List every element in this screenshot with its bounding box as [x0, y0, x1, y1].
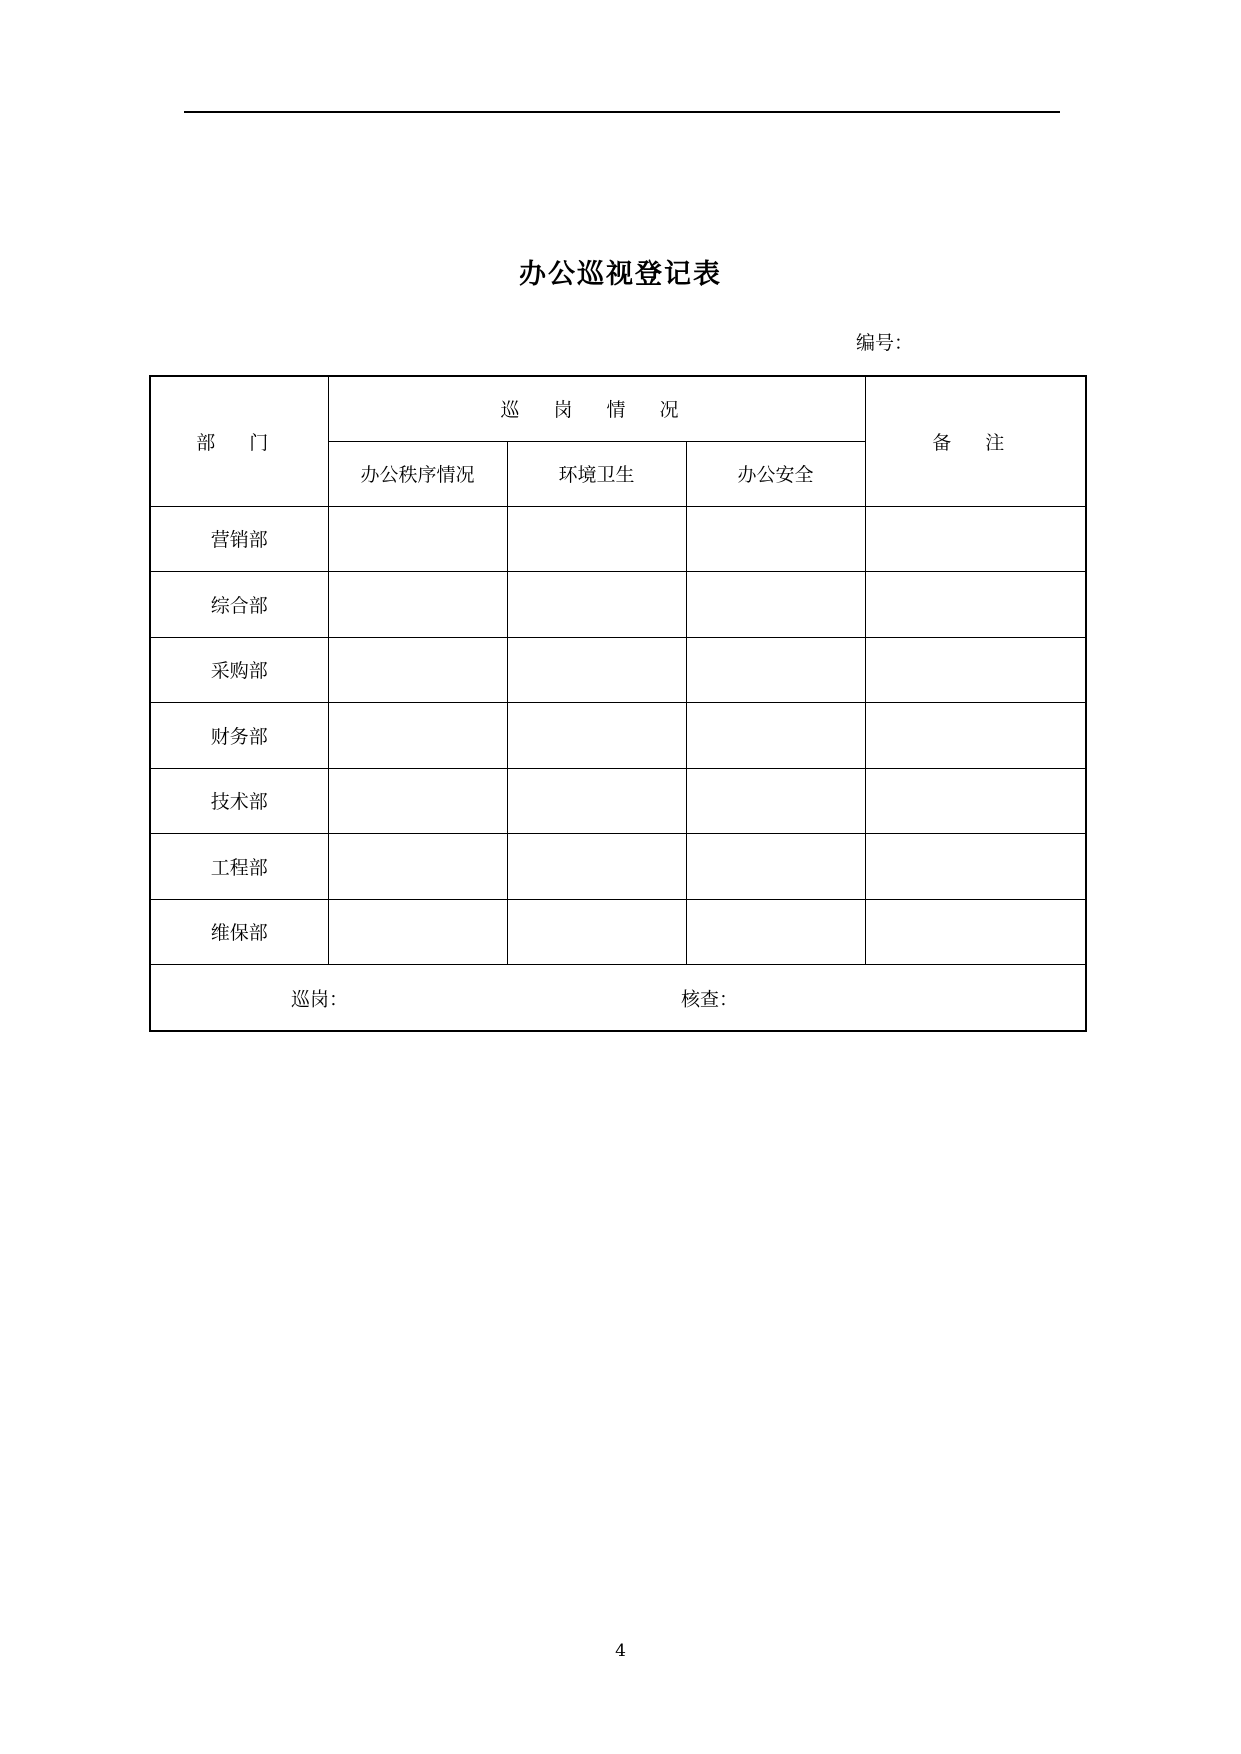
office-order-cell[interactable] [328, 768, 507, 834]
document-title: 办公巡视登记表 [519, 259, 722, 290]
office-order-cell[interactable] [328, 834, 507, 900]
patrol-record-table [149, 375, 1087, 1032]
table-header-row [150, 376, 1086, 441]
office-order-cell[interactable] [328, 572, 507, 638]
environment-hygiene-cell[interactable] [507, 834, 686, 900]
department-name: 综合部 [150, 572, 328, 638]
department-name: 营销部 [150, 506, 328, 572]
office-safety-cell[interactable] [686, 506, 865, 572]
table-row [150, 506, 1086, 572]
environment-hygiene-cell[interactable] [507, 899, 686, 965]
department-name: 工程部 [150, 834, 328, 900]
page-number: 4 [615, 1641, 626, 1661]
department-name: 维保部 [150, 899, 328, 965]
office-order-cell[interactable] [328, 637, 507, 703]
signature-cell [150, 965, 1086, 1032]
table-row [150, 768, 1086, 834]
office-order-header: 办公秩序情况 [328, 441, 507, 506]
table-row [150, 637, 1086, 703]
table-row [150, 703, 1086, 769]
patrol-signature-label: 巡岗： [291, 988, 349, 1010]
office-order-cell[interactable] [328, 506, 507, 572]
environment-hygiene-cell[interactable] [507, 637, 686, 703]
table-row [150, 834, 1086, 900]
department-header: 部 门 [150, 376, 328, 506]
signature-row [150, 965, 1086, 1032]
remarks-cell[interactable] [865, 637, 1086, 703]
office-safety-cell[interactable] [686, 637, 865, 703]
department-name: 财务部 [150, 703, 328, 769]
environment-hygiene-header: 环境卫生 [507, 441, 686, 506]
check-signature-label: 核查： [681, 988, 739, 1010]
office-safety-header: 办公安全 [686, 441, 865, 506]
environment-hygiene-cell[interactable] [507, 572, 686, 638]
office-safety-cell[interactable] [686, 834, 865, 900]
remarks-cell[interactable] [865, 506, 1086, 572]
table-row [150, 572, 1086, 638]
environment-hygiene-cell[interactable] [507, 703, 686, 769]
remarks-cell[interactable] [865, 703, 1086, 769]
department-name: 采购部 [150, 637, 328, 703]
office-safety-cell[interactable] [686, 572, 865, 638]
remarks-header: 备 注 [865, 376, 1086, 506]
table-row [150, 899, 1086, 965]
office-safety-cell[interactable] [686, 703, 865, 769]
environment-hygiene-cell[interactable] [507, 506, 686, 572]
serial-number-label: 编号： [856, 332, 914, 354]
remarks-cell[interactable] [865, 768, 1086, 834]
department-name: 技术部 [150, 768, 328, 834]
office-order-cell[interactable] [328, 899, 507, 965]
remarks-cell[interactable] [865, 572, 1086, 638]
office-safety-cell[interactable] [686, 768, 865, 834]
remarks-cell[interactable] [865, 899, 1086, 965]
office-order-cell[interactable] [328, 703, 507, 769]
remarks-cell[interactable] [865, 834, 1086, 900]
office-safety-cell[interactable] [686, 899, 865, 965]
patrol-status-header: 巡 岗 情 况 [328, 376, 865, 441]
header-rule [184, 111, 1060, 113]
environment-hygiene-cell[interactable] [507, 768, 686, 834]
